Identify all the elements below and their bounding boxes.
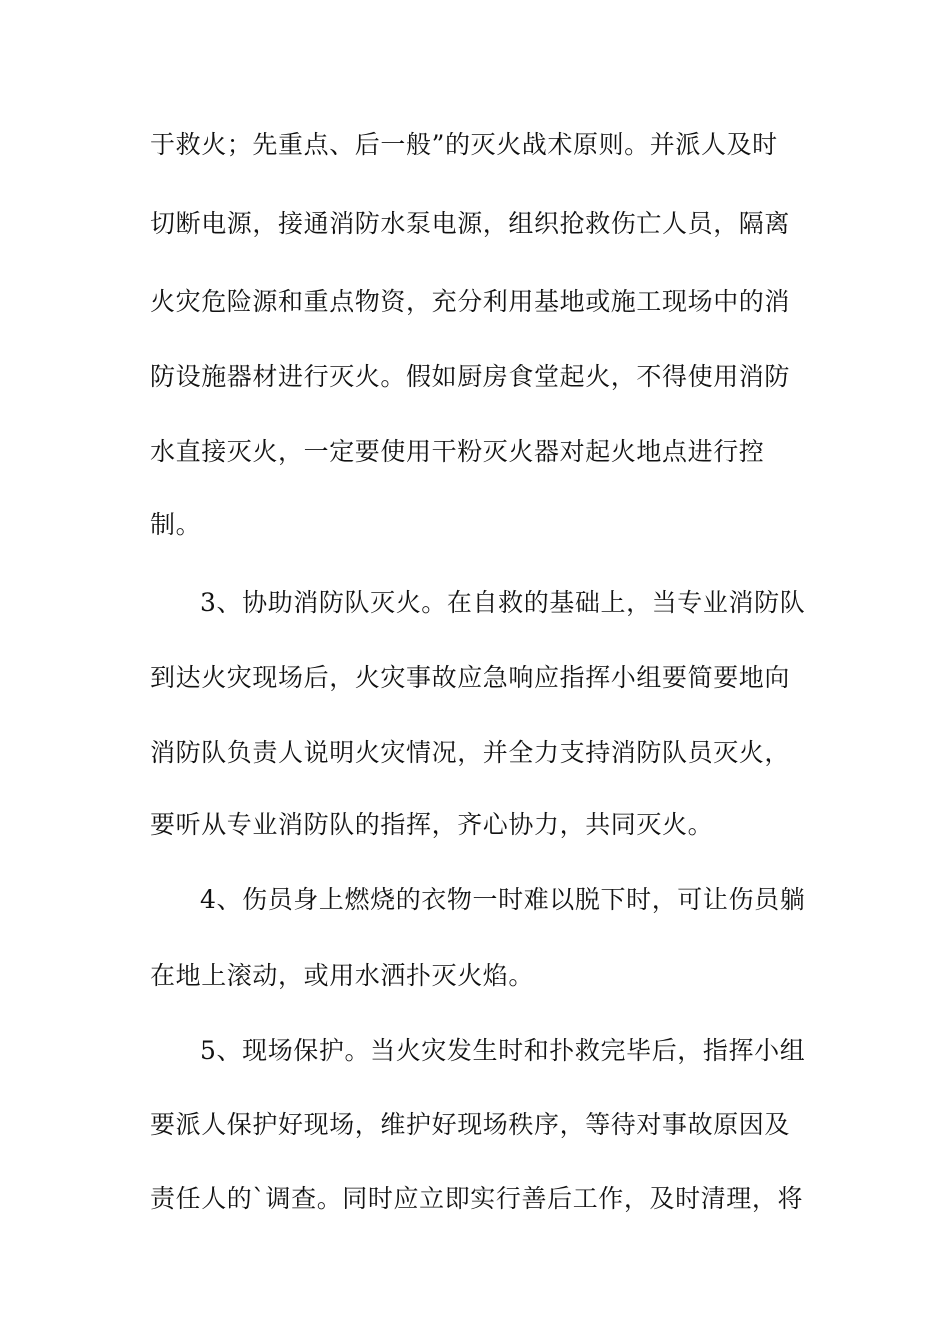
text-line-1: 于救火；先重点、后一般”的灭火战术原则。并派人及时 — [150, 130, 778, 159]
paragraph-5-line-3: 责任人的`调查。同时应立即实行善后工作，及时清理，将 — [150, 1184, 804, 1213]
paragraph-4-line-2: 在地上滚动，或用水洒扑灭火焰。 — [150, 961, 535, 990]
text-line-4: 防设施器材进行灭火。假如厨房食堂起火，不得使用消防 — [150, 362, 791, 391]
text-line-6: 制。 — [150, 510, 202, 539]
text-line-5: 水直接灭火，一定要使用干粉灭火器对起火地点进行控 — [150, 437, 765, 466]
paragraph-3-line-4: 要听从专业消防队的指挥，齐心协力，共同灭火。 — [150, 810, 714, 839]
paragraph-4-line-1: 4、伤员身上燃烧的衣物一时难以脱下时，可让伤员躺 — [200, 885, 806, 914]
text-line-3: 火灾危险源和重点物资，充分利用基地或施工现场中的消 — [150, 287, 791, 316]
text-line-2: 切断电源，接通消防水泵电源，组织抢救伤亡人员，隔离 — [150, 209, 791, 238]
paragraph-5-line-1: 5、现场保护。当火灾发生时和扑救完毕后，指挥小组 — [200, 1036, 806, 1065]
paragraph-3-line-2: 到达火灾现场后，火灾事故应急响应指挥小组要简要地向 — [150, 663, 791, 692]
paragraph-3-line-1: 3、协助消防队灭火。在自救的基础上，当专业消防队 — [200, 588, 806, 617]
paragraph-3-line-3: 消防队负责人说明火灾情况，并全力支持消防队员灭火， — [150, 738, 791, 767]
paragraph-5-line-2: 要派人保护好现场，维护好现场秩序，等待对事故原因及 — [150, 1110, 791, 1139]
